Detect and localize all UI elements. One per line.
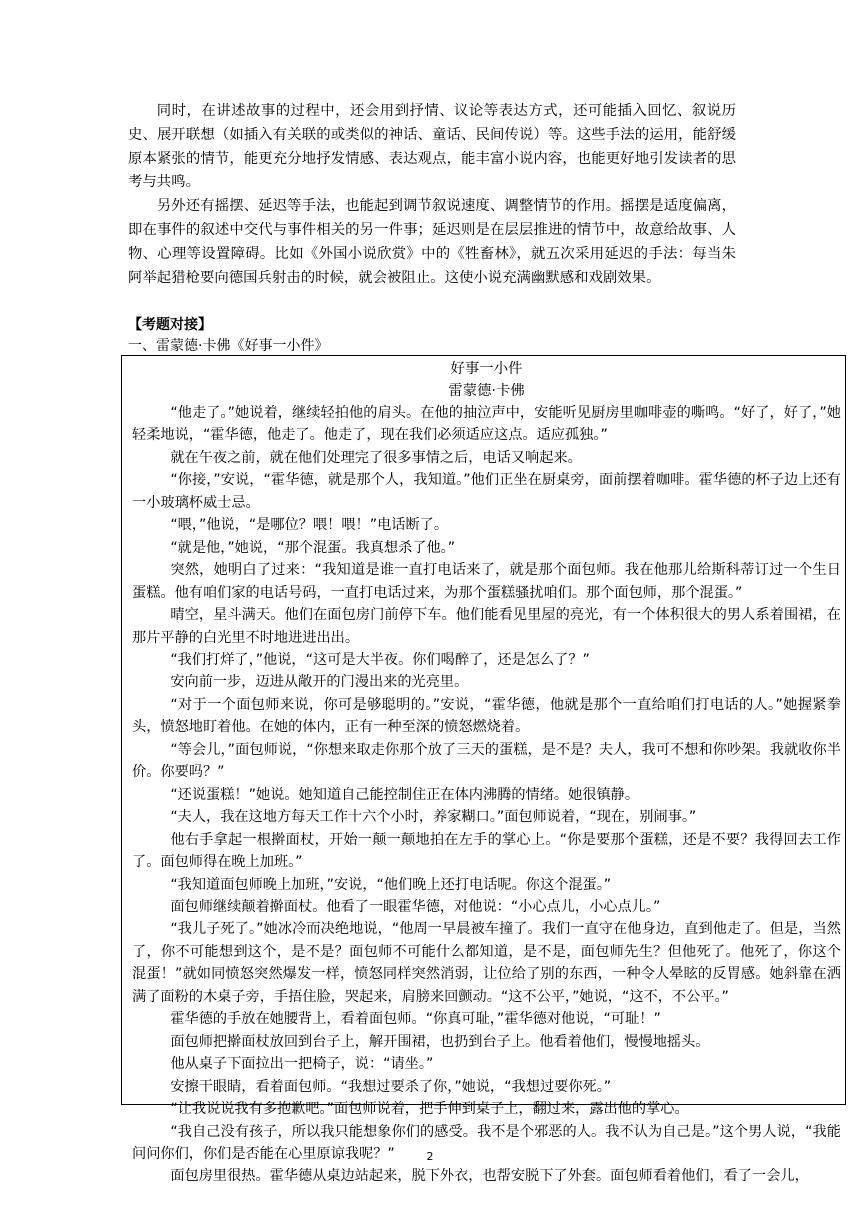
story-paragraph: 他从桌子下面拉出一把椅子，说：“请坐。” [170,1056,434,1073]
story-paragraph: “我自己没有孩子，所以我只能想象你们的感受。我不是个邪恶的人。我不认为自己是。”这个男人说，“我能问问你们，你们是否能在心里原谅我呢？” [132,1123,841,1162]
page-number: 2 [426,1150,434,1163]
story-paragraph: “夫人，我在这地方每天工作十六个小时，养家糊口。”面包师说着，“现在，别闹事。” [170,809,697,826]
intro-paragraph: 同时，在讲述故事的过程中，还会用到抒情、议论等表达方式，还可能插入回忆、叙说历史、展开联想（如插入有关联的或类似的神话、童话、民间传说）等。这些手法的运用，能舒缓原本紧张的情节，能更充分地抒发情感、表达观点，能丰富小说内容，也能更好地引发读者的思考与共鸣。 [128,103,736,191]
exam-heading: 【考题对接】 [128,317,212,333]
story-paragraph: 突然，她明白了过来：“我知道是谁一直打电话来了，就是那个面包师。我在他那儿给斯科蒂订过一个生日蛋糕。他有咱们家的电话号码，一直打电话过来，为那个蛋糕骚扰咱们。那个面包师，那个混蛋。” [132,562,841,601]
story-body [132,402,841,1188]
story-author: 雷蒙德·卡佛 [448,383,525,399]
story-paragraph: “喂，”他说，“是哪位？喂！喂！”电话断了。 [170,517,449,534]
story-paragraph: 安向前一步，迈进从敞开的门漫出来的光亮里。 [170,674,469,691]
story-paragraph: “让我说说我有多抱歉吧。”面包师说着，把手伸到桌子上，翻过来，露出他的掌心。 [170,1101,689,1118]
story-paragraph: 面包师继续颠着擀面杖。他看了一眼霍华德，对他说：“小心点儿，小心点儿。” [170,898,661,915]
story-paragraph: 就在午夜之前，就在他们处理完了很多事情之后，电话又响起来。 [170,449,582,466]
story-paragraph: 霍华德的手放在她腰背上，看着面包师。“你真可耻，”霍华德对他说，“可耻！” [170,1011,661,1028]
story-title: 好事一小件 [450,361,523,377]
story-paragraph: “我儿子死了。”她冰冷而决绝地说，“他周一早晨被车撞了。我们一直守在他身边，直到他走了。但是，当然了，你不可能想到这个，是不是？面包师不可能什么都知道，是不是，面包师先生？但他死了。他死了，你这个混蛋！”就如同愤怒突然爆发一样，愤怒同样突然消弱，让位给了别的东西，一种令人晕眩的反胃感。她斜靠在洒满了面粉的木桌子旁，手捂住脸，哭起来，肩膀来回颤动。“这不公平，”她说，“这不，不公平。” [132,921,841,1005]
story-paragraph: 他右手拿起一根擀面杖，开始一颠一颠地拍在左手的掌心上。“你是要那个蛋糕，还是不要？我得回去工作了。面包师得在晚上加班。” [132,831,841,871]
intro-text [128,100,736,290]
story-paragraph: “就是他，”她说，“那个混蛋。我真想杀了他。” [170,539,456,556]
story-paragraph: “我知道面包师晚上加班，”安说，“他们晚上还打电话呢。你这个混蛋。” [170,876,612,893]
story-paragraph: 安擦干眼睛，看着面包师。“我想过要杀了你，”她说，“我想过要你死。” [170,1078,612,1095]
story-paragraph: “还说蛋糕！”她说。她知道自己能控制住正在体内沸腾的情绪。她很镇静。 [170,786,640,803]
story-paragraph: 面包师把擀面杖放回到台子上，解开围裙，也扔到台子上。他看着他们，慢慢地摇头。 [170,1033,710,1050]
story-paragraph: “你接，”安说，“霍华德，就是那个人，我知道。”他们正坐在厨桌旁，面前摆着咖啡。霍华德的杯子边上还有一小玻璃杯威士忌。 [132,472,841,511]
story-paragraph: “我们打烊了，”他说，“这可是大半夜。你们喝醉了，还是怎么了？” [170,651,590,668]
story-paragraph: 晴空，星斗满天。他们在面包房门前停下车。他们能看见里屋的亮光，有一个体积很大的男人系着围裙，在那片平静的白光里不时地进进出出。 [132,607,841,646]
story-box [121,355,846,1185]
story-paragraph: “他走了。”她说着，继续轻拍他的肩头。在他的抽泣声中，安能听见厨房里咖啡壶的嘶鸣。“好了，好了，”她轻柔地说，“霍华德，他走了。他走了，现在我们必须适应这点。适应孤独。” [132,405,841,444]
intro-paragraph: 另外还有摇摆、延迟等手法，也能起到调节叙说速度、调整情节的作用。摇摆是适度偏离，即在事件的叙述中交代与事件相关的另一件事；延迟则是在层层推进的情节中，故意给故事、人物、心理等设置障碍。比如《外国小说欣赏》中的《牲畜林》，就五次采用延迟的手法：每当朱阿举起猎枪要向德国兵射击的时候，就会被阻止。这使小说充满幽默感和戏剧效果。 [128,198,736,286]
story-paragraph: 面包房里很热。霍华德从桌边站起来，脱下外衣，也帮安脱下了外套。面包师看着他们，看了一会儿， [170,1168,809,1185]
section-title: 一、雷蒙德·卡佛《好事一小件》 [128,338,329,354]
story-paragraph: “对于一个面包师来说，你可是够聪明的。”安说，“霍华德，他就是那个一直给咱们打电话的人。”她握紧拳头，愤怒地盯着他。在她的体内，正有一种至深的愤怒燃烧着。 [132,696,841,736]
story-paragraph: “等会儿，”面包师说，“你想来取走你那个放了三天的蛋糕，是不是？夫人，我可不想和你吵架。我就收你半价。你要吗？” [132,741,841,781]
